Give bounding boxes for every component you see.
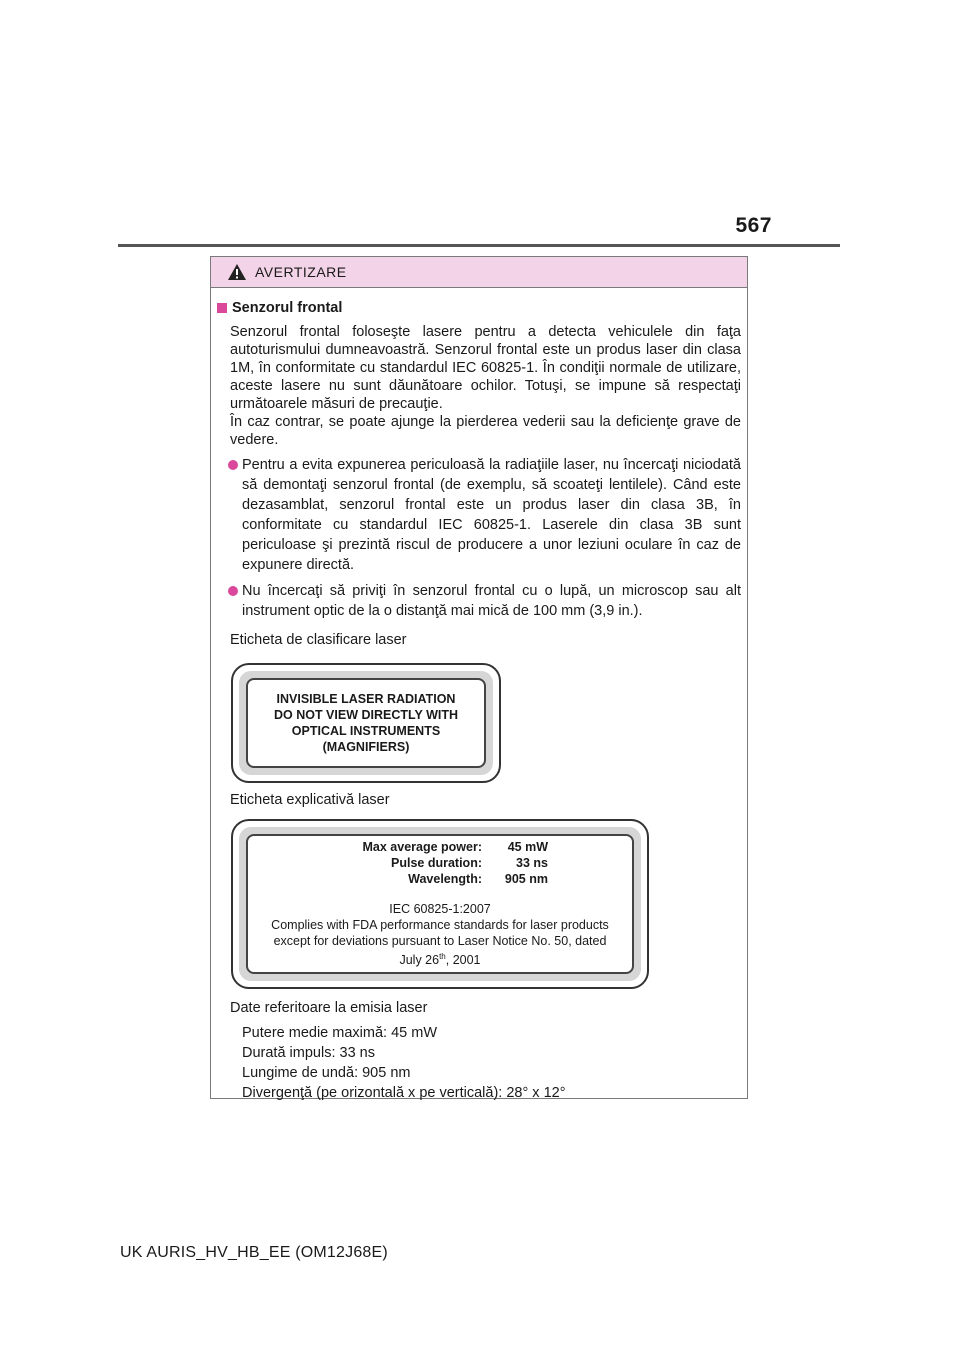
compliance-line: Complies with FDA performance standards for laser products	[271, 918, 609, 933]
intro-paragraph	[230, 323, 741, 449]
label-line: OPTICAL INSTRUMENTS	[291, 724, 441, 738]
intro-line: În caz contrar, se poate ajunge la pierderea vederii sau la deficienţe grave de vedere.	[230, 414, 741, 448]
emission-caption: Date referitoare la emisia laser	[230, 1000, 428, 1016]
spec-name: Max average power:	[362, 840, 482, 855]
emission-data-item: Divergenţă (pe orizontală x pe verticală): 28° x 12°	[242, 1085, 566, 1101]
warning-title: AVERTIZARE	[255, 264, 347, 280]
spec-value: 33 ns	[516, 856, 548, 871]
label-line: (MAGNIFIERS)	[322, 740, 410, 754]
spec-name: Pulse duration:	[391, 856, 482, 871]
explanatory-caption: Eticheta explicativă laser	[230, 792, 390, 808]
warning-header	[211, 257, 747, 288]
classification-caption: Eticheta de clasificare laser	[230, 632, 407, 648]
warning-box	[210, 256, 748, 1099]
warning-content	[211, 299, 747, 1103]
standard-text: IEC 60825-1:2007	[389, 902, 491, 917]
spec-value: 905 nm	[504, 872, 548, 887]
emission-data-list	[242, 1023, 747, 1103]
compliance-date: July 26th, 2001	[399, 952, 481, 968]
page-number: 567	[735, 214, 772, 237]
square-bullet-icon	[217, 303, 227, 313]
bullet-item	[228, 581, 741, 621]
round-bullet-icon	[228, 586, 238, 596]
section-heading	[211, 299, 747, 317]
label-line: INVISIBLE LASER RADIATION	[276, 692, 456, 706]
section-title: Senzorul frontal	[232, 300, 343, 316]
round-bullet-icon	[228, 460, 238, 470]
label-line: DO NOT VIEW DIRECTLY WITH	[273, 708, 459, 722]
intro-line: Senzorul frontal foloseşte lasere pentru a detecta vehiculele din faţa autoturismului dumneavoastră. Senzorul frontal este un produs laser din clasa 1M, în conformitate cu standardul IEC 60825-1. În condiţii normale de utilizare, aceste lasere nu sunt dăunătoare ochilor. Totuşi, se impune să respectaţi următoarele măsuri de precauţie.	[230, 324, 741, 412]
explanatory-label	[231, 819, 649, 989]
emission-data-item: Durată impuls: 33 ns	[242, 1045, 375, 1061]
header-rule	[118, 244, 840, 247]
compliance-line: except for deviations pursuant to Laser Notice No. 50, dated	[273, 934, 607, 949]
bullet-item	[228, 455, 741, 575]
emission-data-item: Putere medie maximă: 45 mW	[242, 1025, 438, 1041]
spec-name: Wavelength:	[408, 872, 482, 887]
spec-row	[332, 855, 548, 871]
warning-triangle-icon	[227, 263, 247, 281]
bullet-text: Pentru a evita expunerea periculoasă la radiaţiile laser, nu încercaţi niciodată să demontaţi senzorul frontal (de exemplu, să scoateţi lentilele). Când este dezasamblat, senzorul frontal este un produs laser din clasa 3B, în conformitate cu standardul IEC 60825-1. Laserele din clasa 3B sunt periculoase şi prezintă riscul de producere a unor leziuni oculare în caz de expunere directă.	[242, 457, 741, 573]
emission-data-item: Lungime de undă: 905 nm	[242, 1065, 411, 1081]
spec-row	[332, 839, 548, 855]
footer-model-code: UK AURIS_HV_HB_EE (OM12J68E)	[120, 1244, 388, 1261]
bullet-text: Nu încercaţi să priviţi în senzorul frontal cu o lupă, un microscop sau alt instrument optic de la o distanţă mai mică de 100 mm (3,9 in.).	[242, 583, 741, 619]
classification-label	[231, 663, 501, 783]
spec-row	[332, 871, 548, 887]
spec-value: 45 mW	[507, 840, 548, 855]
